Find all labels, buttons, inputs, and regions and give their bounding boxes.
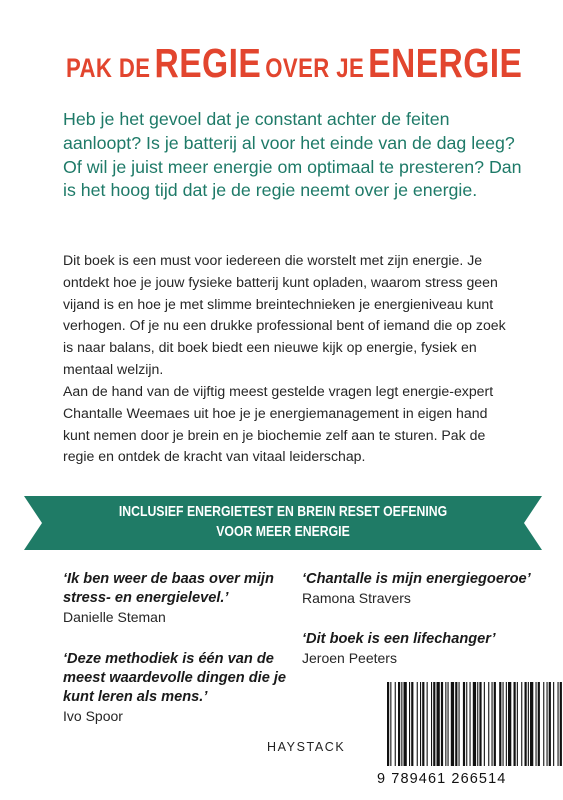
quote-2: ‘Deze methodiek is één van de meest waardevolle dingen die je kunt leren als mens.’ [63, 651, 287, 705]
body-paragraph-2: Aan de hand van de vijftig meest gestelde vragen legt energie-expert Chantalle Weemaes uit hoe je je energiemanagement in eigen hand kunt nemen door je brein en je biochemie zelf aan te sturen. Pak de regie en ontdek de kracht van vitaal leiderschap. [63, 383, 494, 465]
book-title [66, 40, 522, 87]
isbn-number: 9 789461 266514 [377, 771, 507, 787]
quote-2-author: Ivo Spoor [63, 708, 123, 724]
quote-1-author: Danielle Steman [63, 609, 166, 625]
title-part-3: OVER JE [265, 53, 365, 83]
banner-text [24, 502, 542, 542]
title-part-1: PAK DE [66, 53, 151, 83]
banner-line-1: INCLUSIEF ENERGIETEST EN BREIN RESET OEFENING [118, 504, 448, 520]
title-part-2: REGIE [154, 40, 262, 86]
quote-1: ‘Ik ben weer de baas over mijn stress- en energielevel.’ [63, 571, 274, 606]
body-paragraph-1: Dit boek is een must voor iedereen die worstelt met zijn energie. Je ontdekt hoe je jouw fysieke batterij kunt opladen, waarom stress geen vijand is en hoe je met slimme breintechnieken je energieniveau kunt verhogen. Of je nu een drukke professional bent of iemand die op zoek is naar balans, dit boek biedt een nieuwe kijk op energie, fysiek en mentaal welzijn. [63, 252, 506, 377]
publisher-logo: HAYSTACK [267, 740, 346, 754]
quote-3: ‘Chantalle is mijn energiegoeroe’ [302, 571, 531, 587]
intro-paragraph: Heb je het gevoel dat je constant achter de feiten aanloopt? Is je batterij al voor het einde van de dag leeg? Of wil je juist meer energie om optimaal te presteren? Dan is het hoog tijd dat je de regie neemt over je energie. [63, 109, 522, 201]
promo-banner [24, 496, 542, 550]
banner-line-2: VOOR MEER ENERGIE [216, 524, 350, 540]
quote-4-author: Jeroen Peeters [302, 650, 397, 666]
quote-3-author: Ramona Stravers [302, 590, 411, 606]
quote-4: ‘Dit boek is een lifechanger’ [302, 631, 496, 647]
title-part-4: ENERGIE [368, 40, 523, 86]
